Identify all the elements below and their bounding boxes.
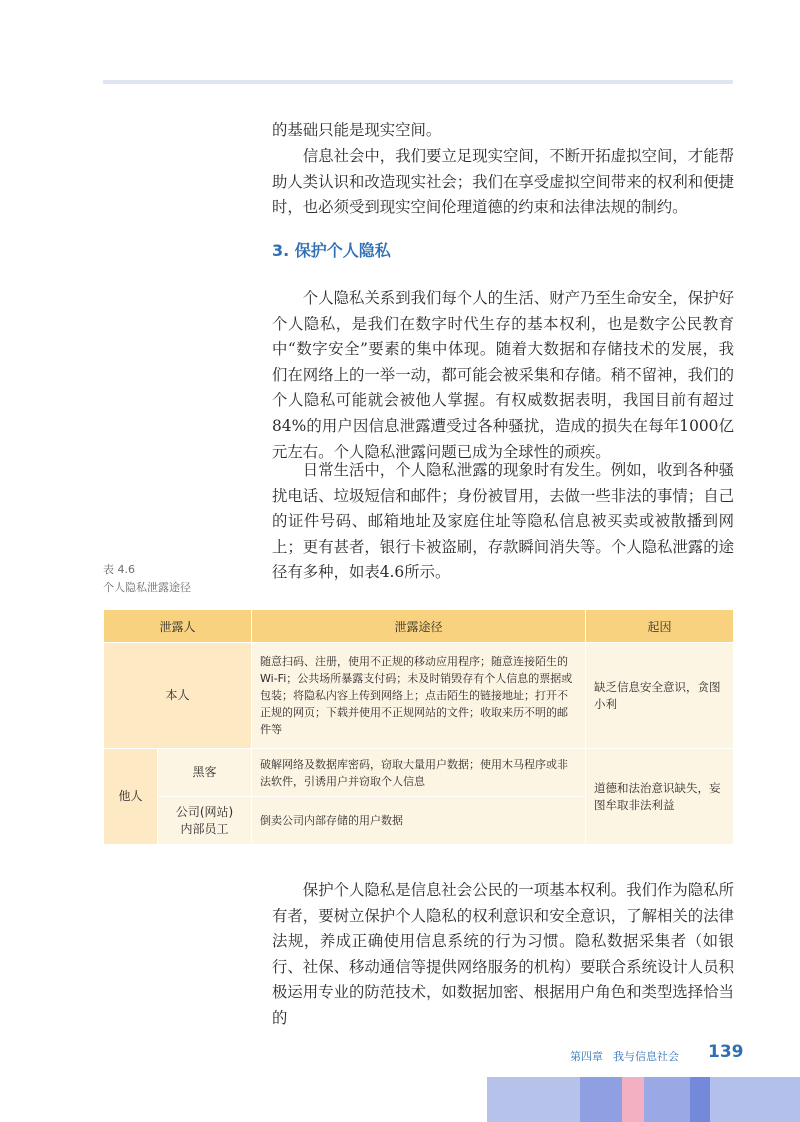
band-stripe — [622, 1077, 644, 1122]
paragraph-daily-life: 日常生活中，个人隐私泄露的现象时有发生。例如，收到各种骚扰电话、垃圾短信和邮件；身份被冒用，去做一些非法的事情；自己的证件号码、邮箱地址及家庭住址等隐私信息被买卖或被散播到网上；更有甚者，银行卡被盗刷，存款瞬间消失等。个人隐私泄露的途径有多种，如表4.6所示。 — [272, 461, 734, 582]
header-leaker: 泄露人 — [104, 610, 252, 643]
cell-insider-route: 倒卖公司内部存储的用户数据 — [252, 797, 586, 845]
cell-self-cause: 缺乏信息安全意识，贪图小利 — [586, 643, 734, 749]
cell-self-route: 随意扫码、注册，使用不正规的移动应用程序；随意连接陌生的Wi-Fi；公共场所暴露支付码；未及时销毁存有个人信息的票据或包装；将隐私内容上传到网络上；点击陌生的链接地址；打开不正规的网页；下载并使用不正规网站的文件；收取来历不明的邮件等 — [252, 643, 586, 749]
cell-others-cause: 道德和法治意识缺失，妄图牟取非法利益 — [586, 749, 734, 845]
top-rule — [103, 80, 733, 84]
cell-insider: 公司(网站)内部员工 — [158, 797, 252, 845]
band-stripe — [580, 1077, 622, 1122]
page-number: 139 — [708, 1042, 744, 1062]
privacy-leak-table — [103, 609, 734, 845]
table-caption-id: 表 4.6 — [103, 563, 135, 576]
header-cause: 起因 — [586, 610, 734, 643]
table-caption-title: 个人隐私泄露途径 — [103, 581, 191, 594]
table-row-hacker — [104, 749, 734, 797]
footer-chapter: 第四章 — [570, 1050, 603, 1063]
footer-chapter-title: 我与信息社会 — [613, 1050, 679, 1063]
cell-self: 本人 — [104, 643, 252, 749]
header-route: 泄露途径 — [252, 610, 586, 643]
table-caption — [103, 561, 191, 597]
band-stripe — [644, 1077, 690, 1122]
paragraph-intro: 信息社会中，我们要立足现实空间，不断开拓虚拟空间，才能帮助人类认识和改造现实社会；我们在享受虚拟空间带来的权利和便捷时，也必须受到现实空间伦理道德的约束和法律法规的制约。 — [272, 147, 734, 217]
table-row-self — [104, 643, 734, 749]
band-stripe — [487, 1077, 580, 1122]
table-header-row — [104, 610, 734, 643]
band-stripe — [690, 1077, 710, 1122]
section-heading: 3. 保护个人隐私 — [272, 241, 391, 260]
cell-hacker-route: 破解网络及数据库密码，窃取大量用户数据；使用木马程序或非法软件，引诱用户并窃取个人信息 — [252, 749, 586, 797]
paragraph-protection: 保护个人隐私是信息社会公民的一项基本权利。我们作为隐私所有者，要树立保护个人隐私的权利意识和安全意识，了解相关的法律法规，养成正确使用信息系统的行为习惯。隐私数据采集者（如银行、社保、移动通信等提供网络服务的机构）要联合系统设计人员积极运用专业的防范技术，如数据加密、根据用户角色和类型选择恰当的 — [272, 881, 734, 1027]
band-stripe — [710, 1077, 800, 1122]
footer-color-band — [487, 1077, 800, 1122]
cell-others: 他人 — [104, 749, 158, 845]
cell-hacker: 黑客 — [158, 749, 252, 797]
paragraph-privacy: 个人隐私关系到我们每个人的生活、财产乃至生命安全，保护好个人隐私，是我们在数字时代生存的基本权利，也是数字公民教育中“数字安全”要素的集中体现。随着大数据和存储技术的发展，我们在网络上的一举一动，都可能会被采集和存储。稍不留神，我们的个人隐私可能就会被他人掌握。有权威数据表明，我国目前有超过84%的用户因信息泄露遭受过各种骚扰，造成的损失在每年1000亿元左右。个人隐私泄露问题已成为全球性的顽疾。 — [272, 289, 734, 461]
paragraph-continued: 的基础只能是现实空间。 — [272, 121, 442, 139]
